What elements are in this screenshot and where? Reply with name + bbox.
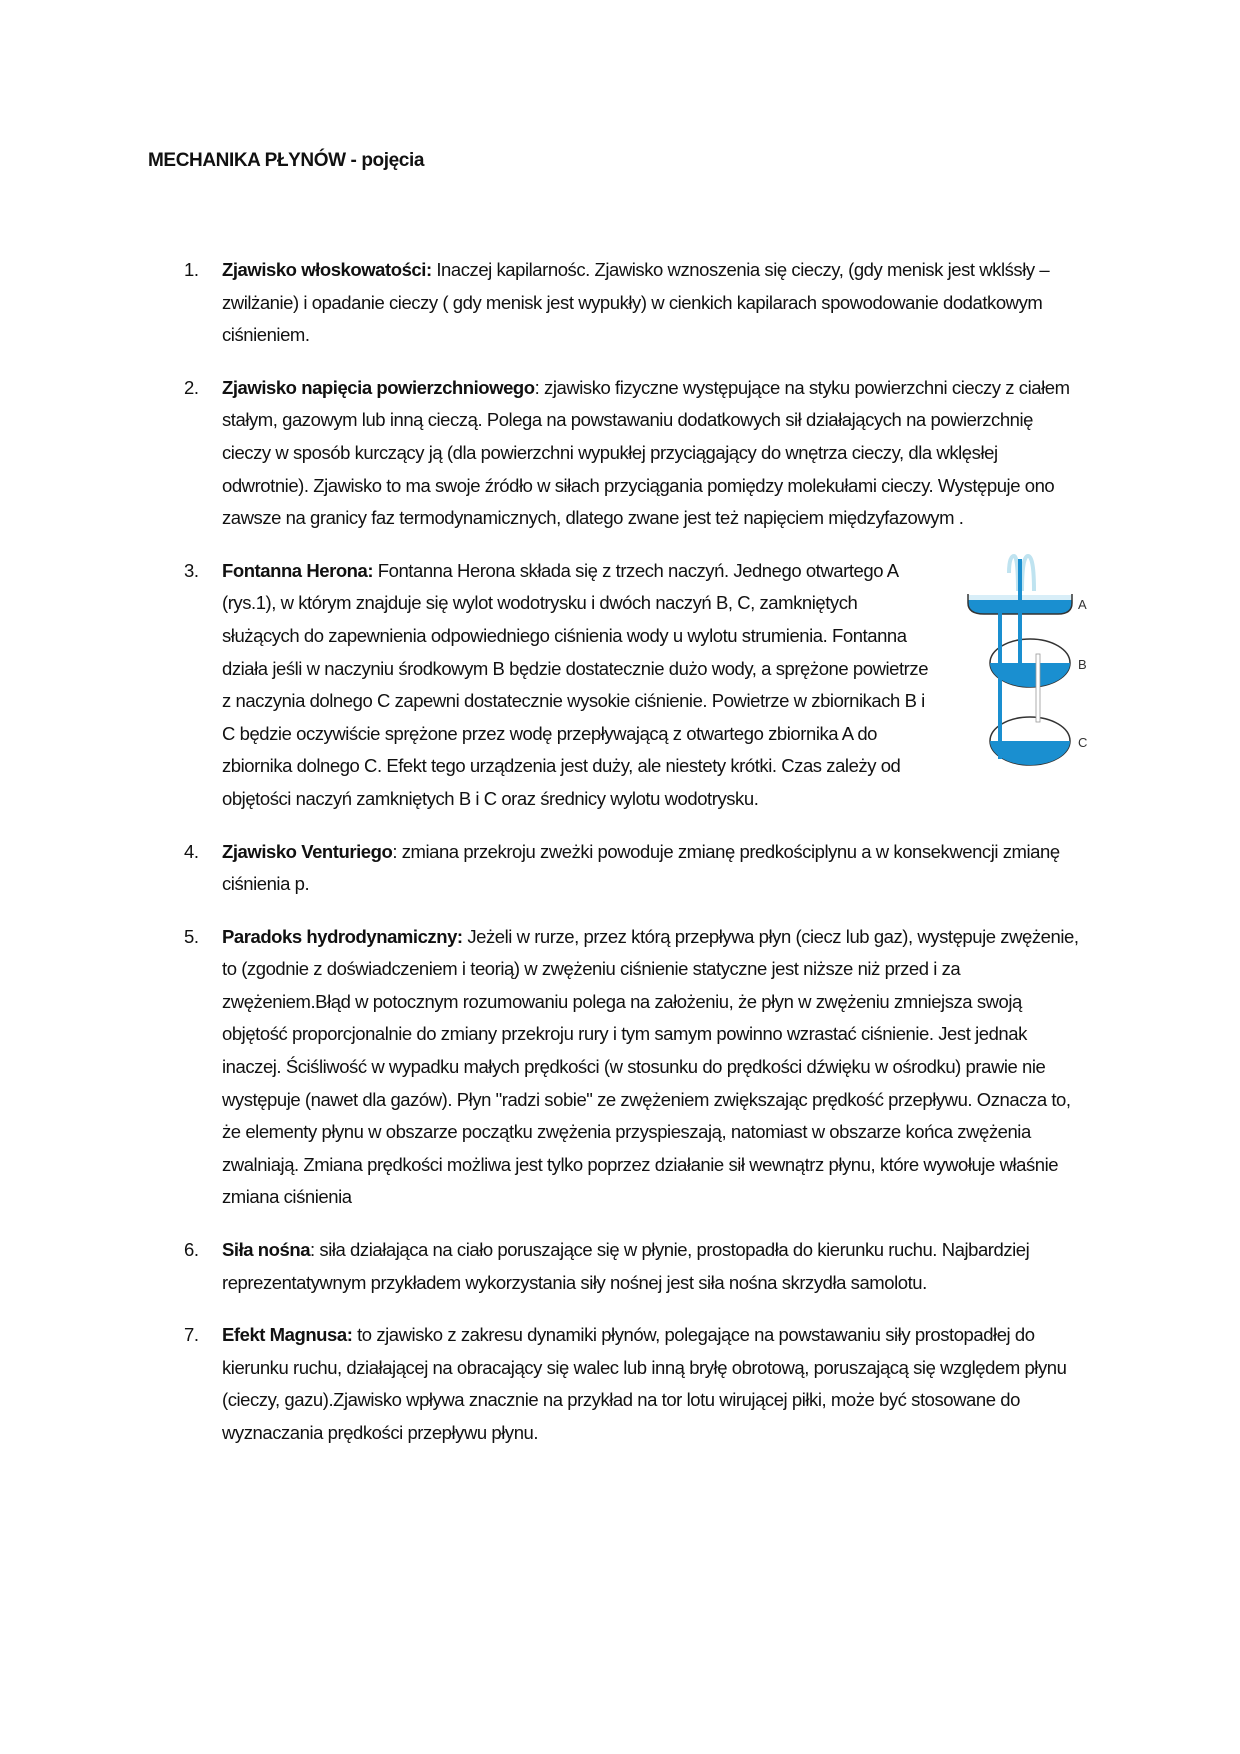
list-item (184, 372, 1084, 535)
label-a: A (1078, 596, 1087, 612)
item-term: Zjawisko napięcia powierzchniowego (222, 376, 535, 398)
item-number: 4. (184, 840, 199, 862)
item-term: Paradoks hydrodynamiczny: (222, 925, 463, 947)
label-b: B (1078, 656, 1087, 672)
item-text: : zjawisko fizyczne występujące na styku powierzchni cieczy z ciałem stałym, gazowym lub inną cieczą. Polega na powstawaniu dodatkowych sił działających na powierzchnię cieczy w sposób kurczący ją (dla powierzchni wypukłej przyciągający do wnętrza cieczy, dla wklęsłej odwrotnie). Zjawisko to ma swoje źródło w siłach przyciągania pomiędzy molekułami cieczy. Występuje ono zawsze na granicy faz termodynamicznych, dlatego zwane jest też napięciem międzyfazowym . (222, 376, 1070, 529)
page-title: MECHANIKA PŁYNÓW - pojęcia (148, 150, 425, 171)
definitions-list (184, 254, 1087, 1470)
item-text: : zmiana przekroju zweżki powoduje zmianę predkościplynu a w konsekwencji zmianę ciśnienia p. (222, 840, 1060, 895)
label-c: C (1078, 734, 1087, 750)
item-term: Efekt Magnusa: (222, 1324, 353, 1346)
item-number: 1. (184, 259, 199, 280)
item-text: Fontanna Herona składa się z trzech naczyń. Jednego otwartego A (rys.1), w którym znajduje się wylot wodotrysku i dwóch naczyń B, C, zamkniętych służących do zapewnienia odpowiedniego ciśnienia wody u wylotu strumienia. Fontanna działa jeśli w naczyniu środkowym B będzie dostatecznie dużo wody, a sprężone powietrze z naczynia dolnego C zapewni dostatecznie wysokie ciśnienie. Powietrze w zbiornikach B i C będzie oczywiście sprężone przez wodę przepływającą z otwartego zbiornika A do zbiornika dolnego C. Efekt tego urządzenia jest duży, ale niestety krótki. Czas zależy od objętości naczyń zamkniętych B i C oraz średnicy wylotu wodotrysku. (222, 559, 929, 809)
item-text: Jeżeli w rurze, przez którą przepływa płyn (ciecz lub gaz), występuje zwężenie, to (zgodnie z doświadczeniem i teorią) w zwężeniu ciśnienie statyczne jest niższe niż przed i za zwężeniem.Błąd w potocznym rozumowaniu polega na założeniu, że płyn w zwężeniu zmniejsza swoją objętość proporcjonalnie do zmiany przekroju rury i tym samym powinno wzrastać ciśnienie. Jest jednak inaczej. Ściśliwość w wypadku małych prędkości (w stosunku do prędkości dźwięku w ośrodku) prawie nie występuje (nawet dla gazów). Płyn "radzi sobie" ze zwężeniem zwiększając prędkość przepływu. Oznacza to, że elementy płynu w obszarze początku zwężenia przyspieszają, natomiast w obszarze końca zwężenia zwalniają. Zmiana prędkości możliwa jest tylko poprzez działanie sił wewnątrz płynu, które wywołuje właśnie zmiana ciśnienia (222, 925, 1079, 1208)
item-term: Zjawisko włoskowatości: (222, 259, 432, 280)
list-item (184, 1319, 1084, 1449)
heron-fountain-figure (954, 551, 1094, 773)
item-number: 6. (184, 1239, 199, 1261)
list-item (184, 254, 1084, 352)
item-term: Zjawisko Venturiego (222, 840, 393, 862)
item-number: 2. (184, 376, 199, 398)
item-term: Siła nośna (222, 1239, 311, 1261)
item-text: Inaczej kapilarnośc. Zjawisko wznoszenia się cieczy, (gdy menisk jest wklśsły – zwilżanie) i opadanie cieczy ( gdy menisk jest wypukły) w cienkich kapilarach spowodowanie dodatkowym ciśnieniem. (222, 259, 1050, 346)
list-item (184, 1234, 1084, 1299)
item-text: : siła działająca na ciało poruszające się w płynie, prostopadła do kierunku ruchu. Najbardziej reprezentatywnym przykładem wykorzystania siły nośnej jest siła nośna skrzydła samolotu. (222, 1239, 1030, 1293)
list-item (184, 921, 1084, 1214)
list-item (184, 555, 1087, 816)
item-number: 3. (184, 559, 199, 581)
item-text: to zjawisko z zakresu dynamiki płynów, polegające na powstawaniu siły prostopadłej do kierunku ruchu, działającej na obracający się walec lub inną bryłę obrotową, poruszającą się względem płynu (cieczy, gazu).Zjawisko wpływa znacznie na przykład na tor lotu wirującej piłki, może być stosowane do wyznaczania prędkości przepływu płynu. (222, 1324, 1067, 1443)
list-item (184, 836, 1084, 901)
item-term: Fontanna Herona: (222, 559, 374, 581)
item-number: 7. (184, 1324, 199, 1346)
item-number: 5. (184, 925, 199, 947)
